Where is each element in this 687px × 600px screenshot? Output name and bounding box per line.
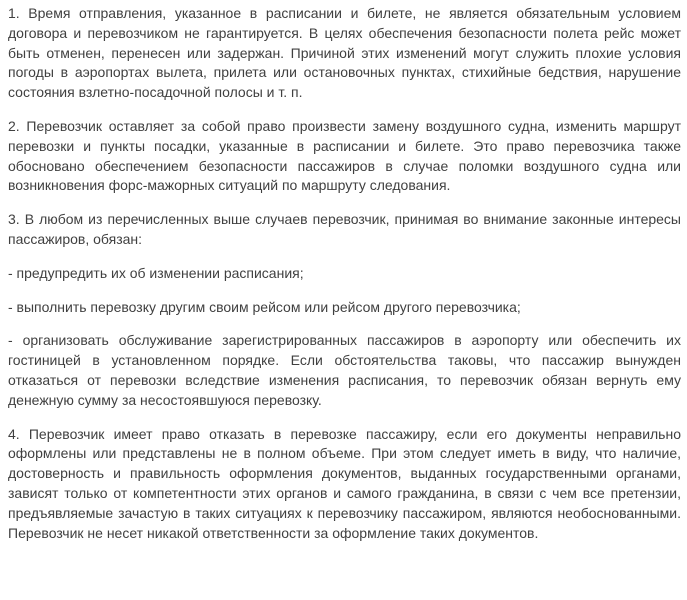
paragraph-aircraft-replacement: 2. Перевозчик оставляет за собой право произвести замену воздушного судна, изменить маршрут перевозки и пункты посадки, указанные в расписании и билете. Это право перевозчика также обосновано обеспечением безопасности пассажиров в случае поломки воздушного судна или возникновения форс-мажорных ситуаций по маршруту следования.	[8, 117, 681, 194]
paragraph-carrier-obligations: 3. В любом из перечисленных выше случаев перевозчик, принимая во внимание законные интересы пассажиров, обязан:	[8, 211, 681, 247]
list-item-alternate-flight: - выполнить перевозку другим своим рейсом или рейсом другого перевозчика;	[8, 298, 521, 315]
list-item-passenger-service: - организовать обслуживание зарегистрированных пассажиров в аэропорту или обеспечить их гостиницей в установленном порядке. Если обстоятельства таковы, что пассажир вынужден отказаться от перевозки вследствие изменения расписания, то перевозчик обязан вернуть ему денежную сумму за несостоявшуюся перевозку.	[8, 332, 681, 408]
paragraph-schedule-not-guaranteed: 1. Время отправления, указанное в расписании и билете, не является обязательным условием договора и перевозчиком не гарантируется. В целях обеспечения безопасности полета рейс может быть отменен, перенесен или задержан. Причиной этих изменений могут служить плохие условия погоды в аэропортах вылета, прилета или остановочных пунктах, стихийные бедствия, нарушение состояния взлетно-посадочной полосы и т. п.	[8, 5, 681, 101]
list-item-notify: - предупредить их об изменении расписания;	[8, 264, 304, 281]
document-body	[8, 4, 681, 543]
paragraph-refusal-documents: 4. Перевозчик имеет право отказать в перевозке пассажиру, если его документы неправильно оформлены или представлены не в полном объеме. При этом следует иметь в виду, что наличие, достоверность и правильность оформления документов, выданных государственными органами, зависят только от компетентности этих органов и самого гражданина, в связи с чем все претензии, предъявляемые зачастую в таких ситуациях к перевозчику пассажиром, являются необоснованными. Перевозчик не несет никакой ответственности за оформление таких документов.	[8, 425, 681, 541]
